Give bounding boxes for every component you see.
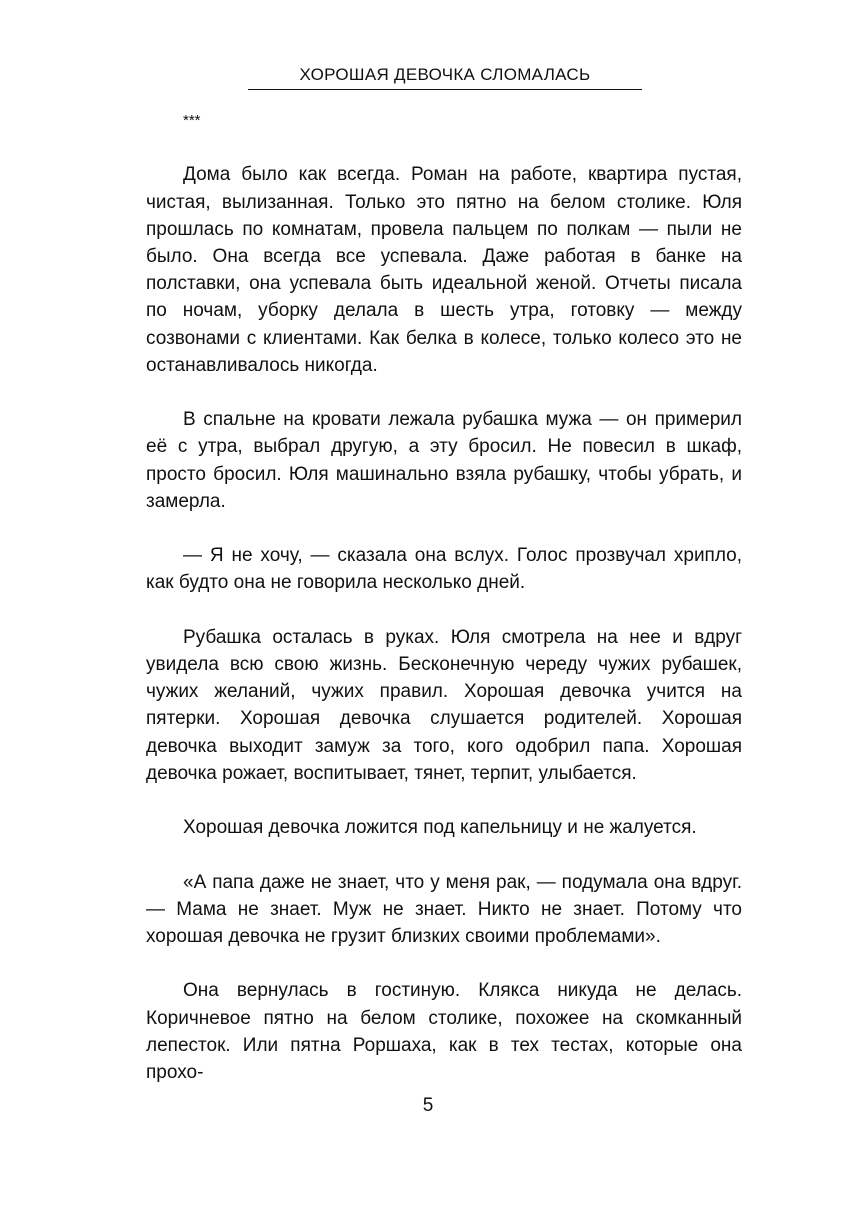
paragraph: Она вернулась в гостиную. Клякса никуда не делась. Коричневое пятно на белом столике, похожее на скомканный лепесток. Или пятна Роршаха, как в тех тестах, которые она прохо- [146, 980, 742, 1083]
paragraph: «А папа даже не знает, что у меня рак, — подумала она вдруг. — Мама не знает. Муж не знает. Никто не знает. Потому что хорошая девочка не грузит близких своими проблемами». [146, 871, 742, 947]
section-separator: *** [183, 112, 201, 129]
page-body-text [146, 107, 742, 1086]
paragraph: В спальне на кровати лежала рубашка мужа — он примерил её с утра, выбрал другую, а эту бросил. Не повесил в шкаф, просто бросил. Юля машинально взяла рубашку, чтобы убрать, и замерла. [146, 409, 742, 512]
paragraph: — Я не хочу, — сказала она вслух. Голос прозвучал хрипло, как будто она не говорила несколько дней. [146, 545, 742, 594]
running-header-title: ХОРОШАЯ ДЕВОЧКА СЛОМАЛАСЬ [248, 64, 642, 90]
paragraph: Рубашка осталась в руках. Юля смотрела на нее и вдруг увидела всю свою жизнь. Бесконечную череду чужих рубашек, чужих желаний, чужих правил. Хорошая девочка учится на пятерки. Хорошая девочка слушается родителей. Хорошая девочка выходит замуж за того, кого одобрил папа. Хорошая девочка рожает, воспитывает, тянет, терпит, улыбается. [146, 626, 742, 784]
paragraph: Хорошая девочка ложится под капельницу и не жалуется. [183, 817, 697, 839]
page-number: 5 [422, 1095, 434, 1116]
paragraph: Дома было как всегда. Роман на работе, квартира пустая, чистая, вылизанная. Только это пятно на белом столике. Юля прошлась по комнатам, провела пальцем по полкам — пыли не было. Она всегда все успевала. Даже работая в банке на полставки, она успевала быть идеальной женой. Отчеты писала по ночам, уборку делала в шесть утра, готовку — между созвонами с клиентами. Как белка в колесе, только колесо это не останавливалось никогда. [146, 164, 742, 376]
